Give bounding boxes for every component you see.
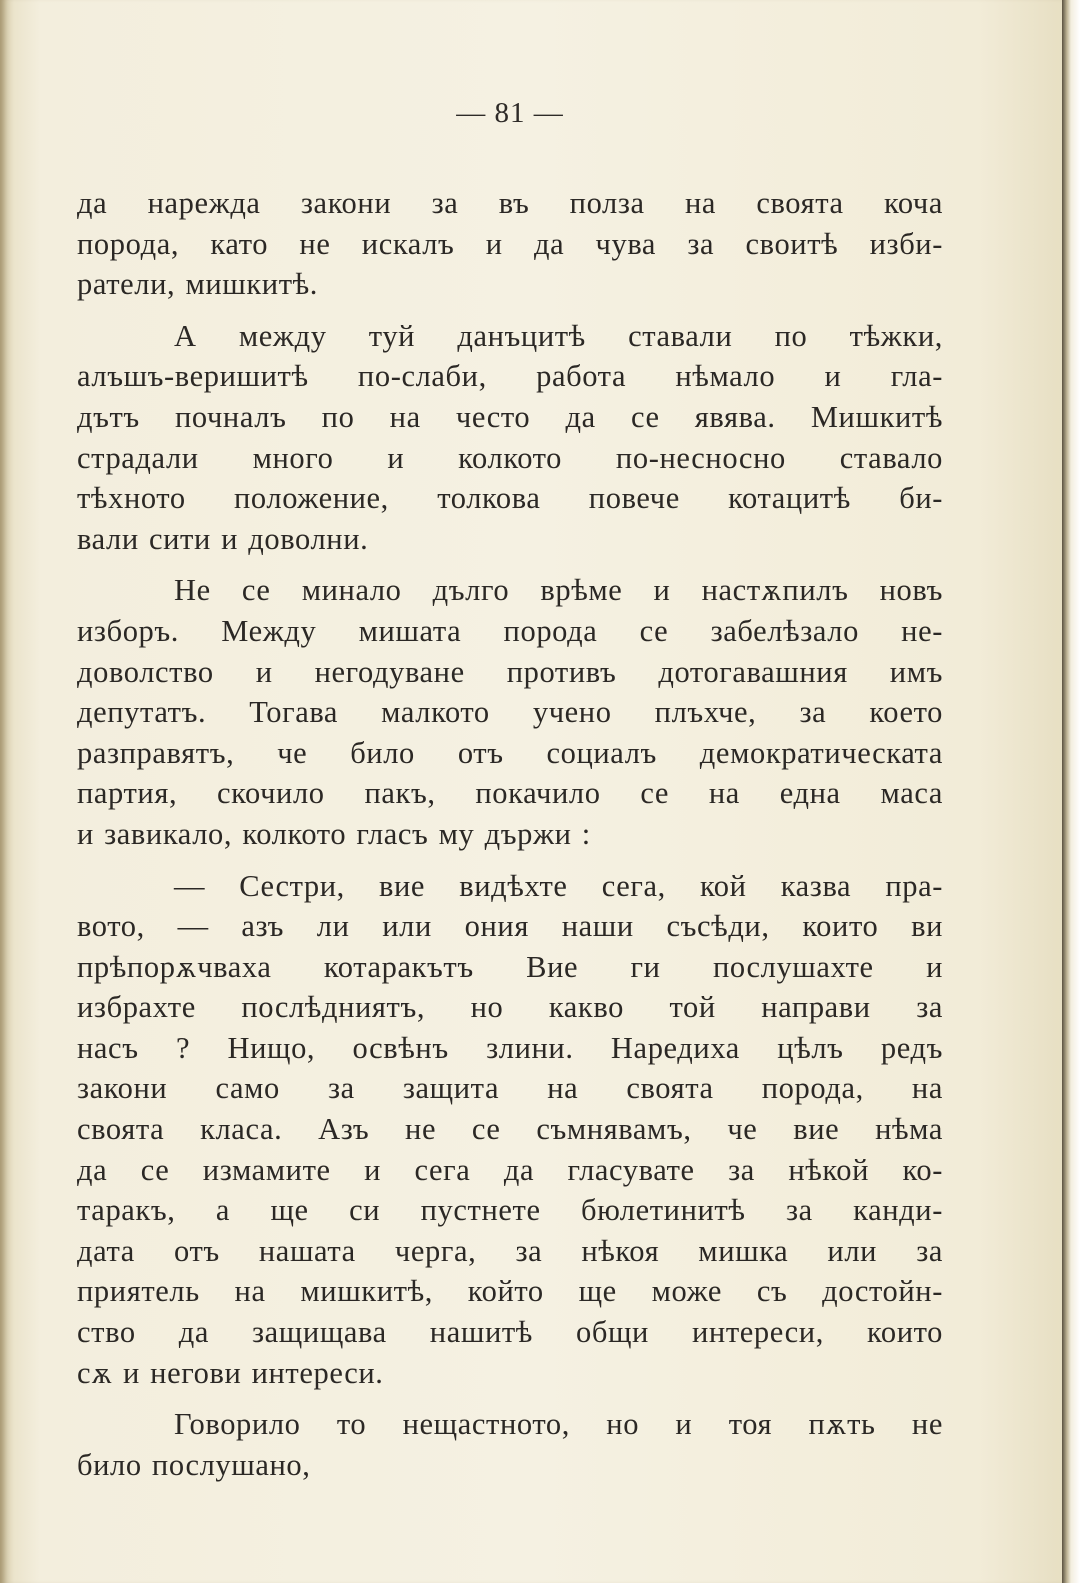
text-line: насъ ? Нищо, освѣнъ злини. Наредиха цѣлъ редъ [77,1030,943,1065]
text-line: да нарежда закони за въ полза на своята коча [77,186,943,220]
body-text [77,183,943,1485]
text-line: било послушано, [77,1447,311,1482]
text-line: прѣпорѫчваха котаракътъ Вие ги послушахте и [77,949,943,984]
paragraph [77,316,943,560]
text-line: доволство и негодуване противъ дотогавашния имъ [77,654,943,689]
page-number: — 81 — [456,97,564,129]
text-line: дата отъ нашата черга, за нѣкоя мишка или за [77,1233,943,1268]
text-line: сѫ и негови интереси. [77,1355,384,1390]
text-line: своята класа. Азъ не се съмнявамъ, че вие нѣма [77,1112,943,1147]
text-line: страдали много и колкото по-несносно ставало [77,440,943,475]
text-line: тѣхното положение, толкова повече котацитѣ би- [77,481,943,516]
text-line: порода, като не искалъ и да чува за своитѣ изби- [77,226,943,261]
page-edge [1062,0,1080,1583]
text-line: дътъ почналъ по на често да се явява. Мишкитѣ [77,399,943,434]
text-line: приятель на мишкитѣ, който ще може съ достойн- [77,1274,943,1309]
text-line: вото, — азъ ли или ония наши съсѣди, които ви [77,909,943,944]
text-line: алъшъ-веришитѣ по-слаби, работа нѣмало и гла- [77,359,943,394]
text-line: А между туй данъцитѣ ставали по тѣжки, [174,318,943,353]
text-line: ратели, мишкитѣ. [77,267,319,302]
text-line: изборъ. Между мишата порода се забелѣзало не- [77,613,943,648]
text-line: ство да защищава нашитѣ общи интереси, които [77,1315,943,1350]
text-line: Не се минало дълго врѣме и настѫпилъ новъ [174,573,943,608]
text-line: и завикало, колкото гласъ му държи : [77,816,591,851]
text-line: избрахте послѣдниятъ, но какво той направи за [77,990,943,1025]
text-line: разправятъ, че било отъ социалъ демократическата [77,735,943,770]
text-line: депутатъ. Тогава малкото учено плъхче, за което [77,695,943,730]
text-line: закони само за защита на своята порода, на [77,1071,943,1106]
paragraph [77,570,943,854]
paragraph [77,866,943,1394]
text-line: партия, скочило пакъ, покачило се на една маса [77,776,943,811]
text-line: Говорило то нещастното, но и тоя пѫть не [174,1407,943,1442]
text-line: да се измамите и сега да гласувате за нѣкой ко- [77,1152,943,1187]
text-line: таракъ, а ще си пустнете бюлетинитѣ за канди- [77,1193,943,1228]
paragraph [77,1404,943,1485]
text-line: — Сестри, вие видѣхте сега, кой казва пра- [174,868,943,903]
paragraph [77,183,943,305]
text-line: вали сити и доволни. [77,521,369,556]
